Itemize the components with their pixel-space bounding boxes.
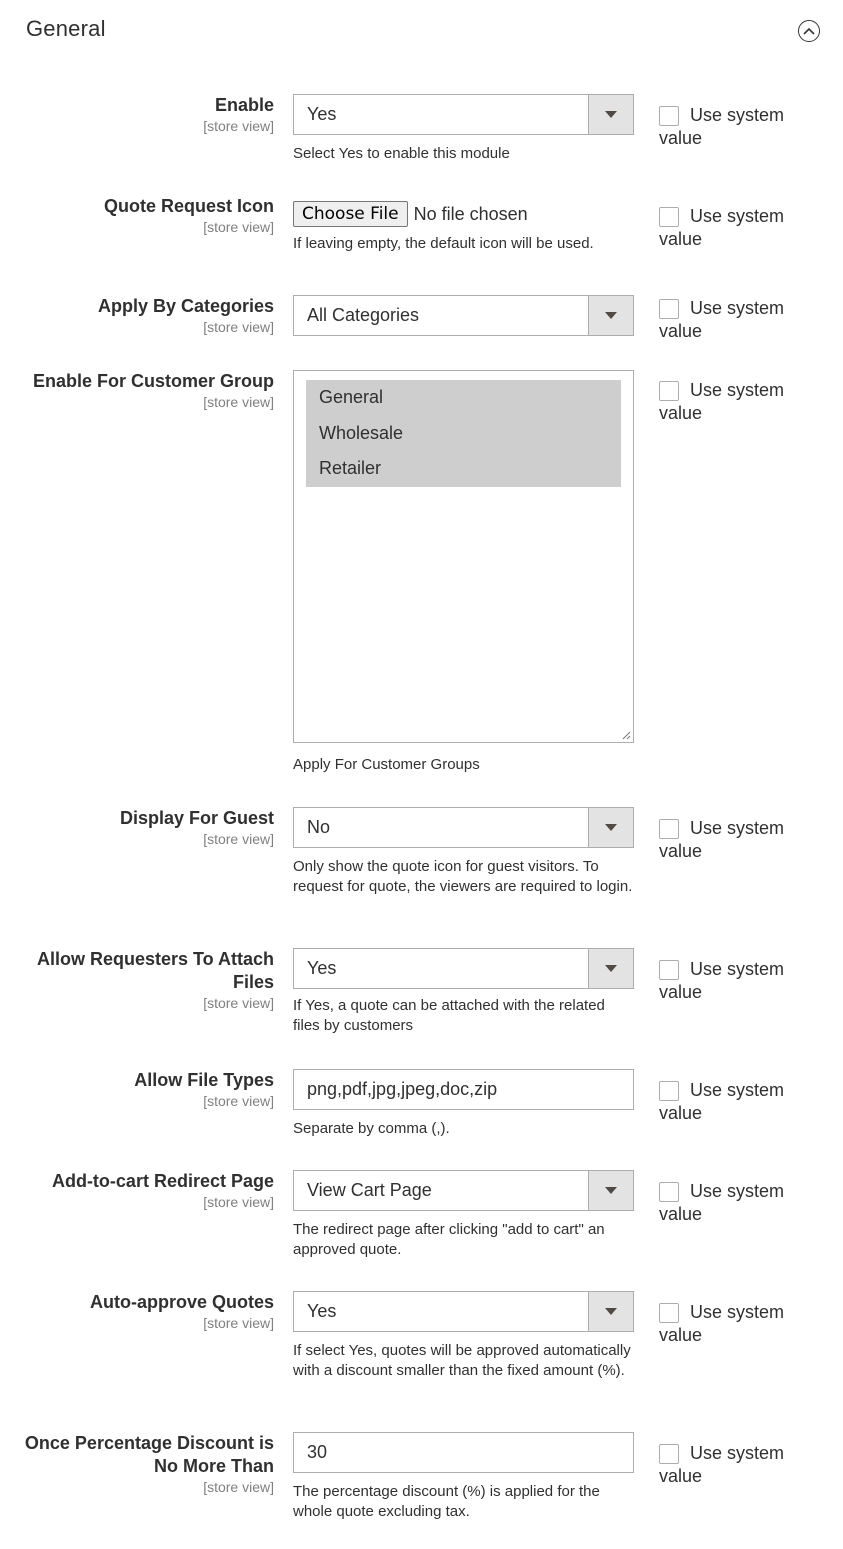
chevron-down-icon <box>605 1187 617 1194</box>
use-system-value <box>659 1301 839 1347</box>
use-system-label: Use system <box>690 1080 785 1100</box>
use-system-label: Use system <box>690 380 785 400</box>
use-system-label-2: value <box>659 1325 703 1345</box>
chevron-down-icon <box>605 965 617 972</box>
use-system-value <box>659 1442 839 1488</box>
discount-input[interactable]: 30 <box>293 1432 634 1473</box>
field-label: Apply By Categories <box>97 296 274 316</box>
section-header <box>0 0 843 60</box>
use-system-label: Use system <box>690 818 785 838</box>
use-system-value-checkbox[interactable] <box>659 381 679 401</box>
dropdown-toggle[interactable] <box>588 296 633 335</box>
section-title: General <box>26 16 106 41</box>
use-system-label: Use system <box>690 1302 785 1322</box>
field-note: The redirect page after clicking "add to cart" an approved quote. <box>293 1221 605 1258</box>
use-system-value-checkbox[interactable] <box>659 1081 679 1101</box>
dropdown-toggle[interactable] <box>588 1292 633 1331</box>
field-note: The percentage discount (%) is applied for the whole quote excluding tax. <box>293 1483 600 1520</box>
resize-handle-icon[interactable] <box>621 730 631 740</box>
use-system-label-2: value <box>659 841 703 861</box>
use-system-label: Use system <box>690 1443 785 1463</box>
field-label: Allow File Types <box>134 1070 274 1090</box>
dropdown-toggle[interactable] <box>588 808 633 847</box>
option-general[interactable]: General <box>319 387 384 407</box>
scope-label: [store view] <box>203 118 274 134</box>
use-system-value-checkbox[interactable] <box>659 299 679 319</box>
scope-label: [store view] <box>203 1194 274 1210</box>
scope-label: [store view] <box>203 319 274 335</box>
chevron-down-icon <box>605 111 617 118</box>
use-system-label: Use system <box>690 206 785 226</box>
use-system-label-2: value <box>659 128 703 148</box>
use-system-label: Use system <box>690 1181 785 1201</box>
field-label: Allow Requesters To Attach <box>36 949 274 969</box>
field-label: Once Percentage Discount is <box>24 1433 274 1453</box>
chevron-down-icon <box>605 824 617 831</box>
field-note: Separate by comma (,). <box>293 1120 450 1137</box>
auto-approve-select[interactable] <box>293 1291 634 1332</box>
file-status: No file chosen <box>413 203 528 224</box>
chevron-down-icon <box>605 1308 617 1315</box>
choose-file-button[interactable]: Choose File <box>293 201 408 227</box>
select-value: All Categories <box>307 305 420 325</box>
field-note: If select Yes, quotes will be approved automatically with a discount smaller than the fixed amount (%). <box>293 1342 631 1379</box>
use-system-value-checkbox[interactable] <box>659 106 679 126</box>
file-types-input[interactable]: png,pdf,jpg,jpeg,doc,zip <box>293 1069 634 1110</box>
display-guest-select[interactable] <box>293 807 634 848</box>
scope-label: [store view] <box>203 831 274 847</box>
scope-label: [store view] <box>203 394 274 410</box>
scope-label: [store view] <box>203 1315 274 1331</box>
collapse-button[interactable] <box>798 20 820 42</box>
use-system-value <box>659 1180 839 1226</box>
dropdown-toggle[interactable] <box>588 949 633 988</box>
scope-label: [store view] <box>203 1093 274 1109</box>
chevron-down-icon <box>605 312 617 319</box>
customer-group-multiselect[interactable] <box>293 370 634 743</box>
use-system-value-checkbox[interactable] <box>659 819 679 839</box>
field-label-line-2: No More Than <box>154 1456 274 1476</box>
select-value: No <box>307 817 331 837</box>
use-system-label-2: value <box>659 982 703 1002</box>
attach-files-select[interactable] <box>293 948 634 989</box>
field-note: Select Yes to enable this module <box>293 145 510 162</box>
use-system-value-checkbox[interactable] <box>659 1303 679 1323</box>
field-label-line-2: Files <box>232 972 274 992</box>
select-value: Yes <box>307 1301 337 1321</box>
use-system-value <box>659 104 839 150</box>
scope-label: [store view] <box>203 995 274 1011</box>
use-system-label-2: value <box>659 403 703 423</box>
use-system-label-2: value <box>659 1204 703 1224</box>
field-note: Apply For Customer Groups <box>293 756 480 773</box>
scope-label: [store view] <box>203 219 274 235</box>
enable-select[interactable] <box>293 94 634 135</box>
use-system-value <box>659 297 839 343</box>
chevron-up-icon <box>803 27 815 35</box>
use-system-label-2: value <box>659 1466 703 1486</box>
use-system-label: Use system <box>690 959 785 979</box>
use-system-value-checkbox[interactable] <box>659 207 679 227</box>
use-system-value <box>659 205 839 251</box>
field-label: Display For Guest <box>119 808 274 828</box>
field-note: If Yes, a quote can be attached with the related files by customers <box>293 997 605 1034</box>
use-system-value-checkbox[interactable] <box>659 1444 679 1464</box>
use-system-label: Use system <box>690 298 785 318</box>
field-label: Enable For Customer Group <box>32 371 274 391</box>
select-value: Yes <box>307 958 337 978</box>
field-label: Add-to-cart Redirect Page <box>51 1171 274 1191</box>
use-system-label: Use system <box>690 105 785 125</box>
dropdown-toggle[interactable] <box>588 95 633 134</box>
field-label: Quote Request Icon <box>103 196 274 216</box>
use-system-value-checkbox[interactable] <box>659 1182 679 1202</box>
apply-categories-select[interactable] <box>293 295 634 336</box>
field-note: Only show the quote icon for guest visitors. To request for quote, the viewers are required to login. <box>293 858 633 895</box>
use-system-value <box>659 817 839 863</box>
use-system-value <box>659 958 839 1004</box>
use-system-label-2: value <box>659 321 703 341</box>
option-wholesale[interactable]: Wholesale <box>319 422 404 443</box>
select-value: Yes <box>307 104 337 124</box>
dropdown-toggle[interactable] <box>588 1171 633 1210</box>
field-label: Enable <box>214 95 274 115</box>
use-system-value <box>659 379 839 425</box>
option-retailer[interactable]: Retailer <box>319 458 382 478</box>
use-system-label-2: value <box>659 229 703 249</box>
select-value: View Cart Page <box>307 1180 432 1200</box>
redirect-page-select[interactable] <box>293 1170 634 1211</box>
use-system-label-2: value <box>659 1103 703 1123</box>
field-note: If leaving empty, the default icon will be used. <box>293 235 594 252</box>
field-label: Auto-approve Quotes <box>89 1292 274 1312</box>
use-system-value <box>659 1079 839 1125</box>
use-system-value-checkbox[interactable] <box>659 960 679 980</box>
scope-label: [store view] <box>203 1479 274 1495</box>
